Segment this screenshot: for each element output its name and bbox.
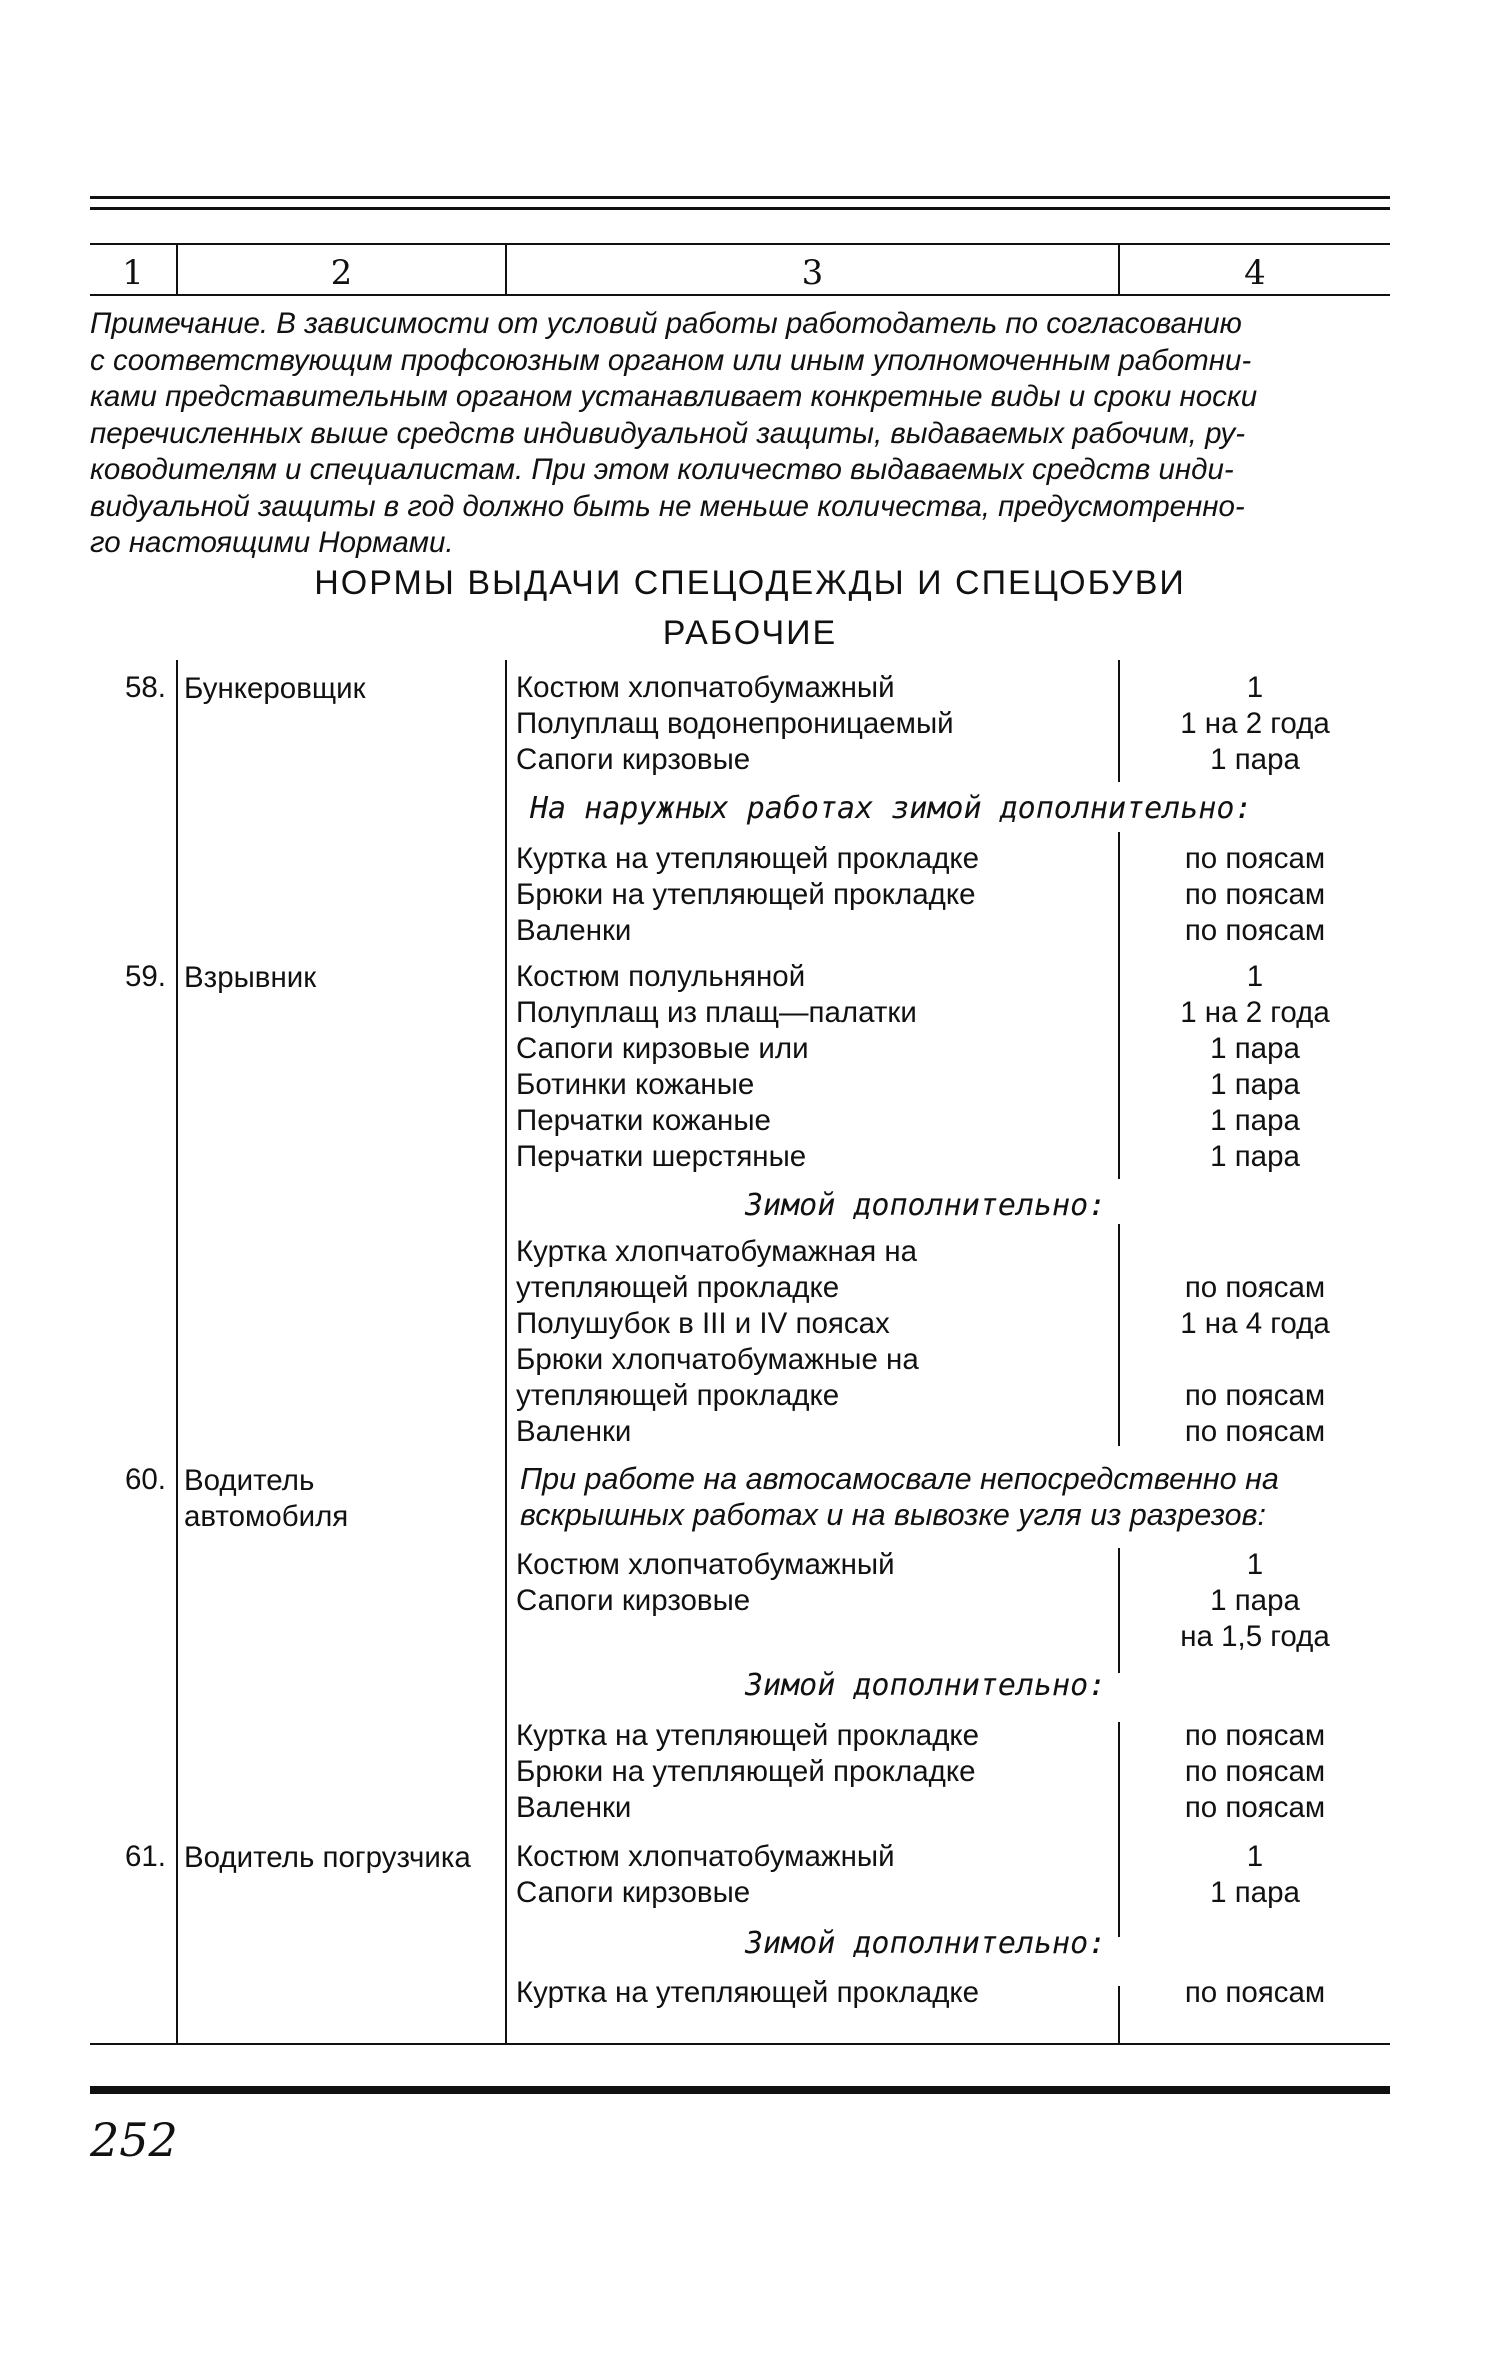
entry-number: 58. [124,671,166,704]
item-name: утепляющей прокладке [516,1379,840,1412]
item-name: Сапоги кирзовые [516,1876,751,1909]
table-bottom-rule [90,2043,1390,2045]
item-name: Костюм хлопчатобумажный [516,671,895,704]
header-col-1: 1 [122,253,144,293]
item-name: Ботинки кожаные [516,1068,755,1101]
item-norm: 1 пара [1210,743,1300,776]
section-subtitle: РАБОЧИЕ [662,614,838,652]
item-name: Сапоги кирзовые [516,1584,751,1617]
entry-occupation: автомобиля [184,1500,349,1533]
entry-occupation: Взрывник [184,961,317,994]
condition-heading: вскрышных работах и на вывозке угля из разрезов: [520,1498,1267,1532]
item-name: Полуплащ из плащ—палатки [516,996,917,1029]
item-norm: 1 на 4 года [1180,1307,1330,1340]
top-rule-1 [90,196,1390,199]
item-norm: 1 пара [1210,1104,1300,1137]
item-norm: 1 [1246,1548,1264,1581]
item-name: Полушубок в III и IV поясах [516,1307,890,1340]
item-name: Брюки на утепляющей прокладке [516,878,976,911]
note-line: Примечание. В зависимости от условий работы работодатель по согласованию [90,307,1242,340]
note-line: с соответствующим профсоюзным органом или иным уполномоченным работни- [90,343,1252,377]
item-name: Брюки на утепляющей прокладке [516,1755,976,1788]
entry-number: 61. [124,1840,166,1873]
note-line: ководителям и специалистам. При этом количество выдаваемых средств инди- [90,453,1234,486]
item-name: Костюм хлопчатобумажный [516,1548,895,1581]
condition-heading: При работе на автосамосвале непосредственно на [520,1462,1279,1496]
item-name: Сапоги кирзовые [516,743,751,776]
item-name: Валенки [516,1791,632,1824]
entry-occupation: Водитель [184,1464,315,1497]
item-norm: 1 пара [1210,1876,1300,1909]
entry-occupation: Водитель погрузчика [184,1841,471,1874]
item-name: Сапоги кирзовые или [516,1032,809,1065]
column-divider [505,660,507,2044]
item-name: Полуплащ водонепроницаемый [516,707,954,740]
footer-rule [90,2086,1390,2094]
item-norm: по поясам [1184,914,1326,947]
item-norm: по поясам [1184,1719,1326,1752]
page-number: 252 [90,2113,178,2167]
item-norm: 1 пара [1210,1068,1300,1101]
item-norm: 1 [1246,671,1264,704]
note-line: го настоящими Нормами. [90,526,454,559]
note-paragraph [90,306,1410,562]
entry-number: 60. [124,1463,166,1496]
item-norm: по поясам [1184,1415,1326,1448]
item-norm: по поясам [1184,878,1326,911]
entry-occupation: Бункеровщик [184,672,366,705]
item-name: утепляющей прокладке [516,1271,840,1304]
item-name: Валенки [516,1415,632,1448]
item-norm: по поясам [1184,1755,1326,1788]
item-name: Перчатки кожаные [516,1104,771,1137]
note-line: видуальной защиты в год должно быть не меньше количества, предусмотренно- [90,489,1245,523]
item-name: Куртка хлопчатобумажная на [516,1235,918,1268]
item-norm: по поясам [1184,1271,1326,1304]
item-name: Валенки [516,914,632,947]
item-norm: 1 пара [1210,1032,1300,1065]
section-title: НОРМЫ ВЫДАЧИ СПЕЦОДЕЖДЫ И СПЕЦОБУВИ [314,564,1186,602]
column-divider [176,660,178,2044]
header-col-4: 4 [1244,253,1266,293]
item-norm: 1 пара [1210,1140,1300,1173]
entry-number: 59. [124,960,166,993]
note-line: перечисленных выше средств индивидуальной защиты, выдаваемых рабочим, ру- [90,416,1246,450]
header-col-2: 2 [330,253,353,293]
item-norm: по поясам [1184,1976,1326,2009]
condition-heading: Зимой дополнительно: [745,1926,1107,1961]
item-name: Перчатки шерстяные [516,1140,807,1173]
item-name: Куртка на утепляющей прокладке [516,1976,980,2009]
note-line: ками представительным органом устанавливает конкретные виды и сроки носки [90,380,1258,413]
item-name: Куртка на утепляющей прокладке [516,842,980,875]
item-norm: на 1,5 года [1180,1620,1330,1653]
item-norm: по поясам [1184,842,1326,875]
item-name: Куртка на утепляющей прокладке [516,1719,980,1752]
item-norm: 1 пара [1210,1584,1300,1617]
header-col-3: 3 [801,253,824,293]
item-name: Костюм хлопчатобумажный [516,1840,895,1873]
condition-heading: Зимой дополнительно: [745,1668,1107,1703]
item-norm: 1 [1246,1840,1264,1873]
item-name: Брюки хлопчатобумажные на [516,1343,919,1376]
item-norm: по поясам [1184,1379,1326,1412]
condition-heading: Зимой дополнительно: [745,1188,1107,1223]
item-norm: 1 на 2 года [1180,996,1330,1029]
item-norm: 1 [1246,960,1264,993]
top-rule-2 [90,207,1390,210]
item-norm: по поясам [1184,1791,1326,1824]
item-norm: 1 на 2 года [1180,707,1330,740]
condition-heading: На наружных работах зимой дополнительно: [530,791,1253,826]
item-name: Костюм полульняной [516,960,806,993]
